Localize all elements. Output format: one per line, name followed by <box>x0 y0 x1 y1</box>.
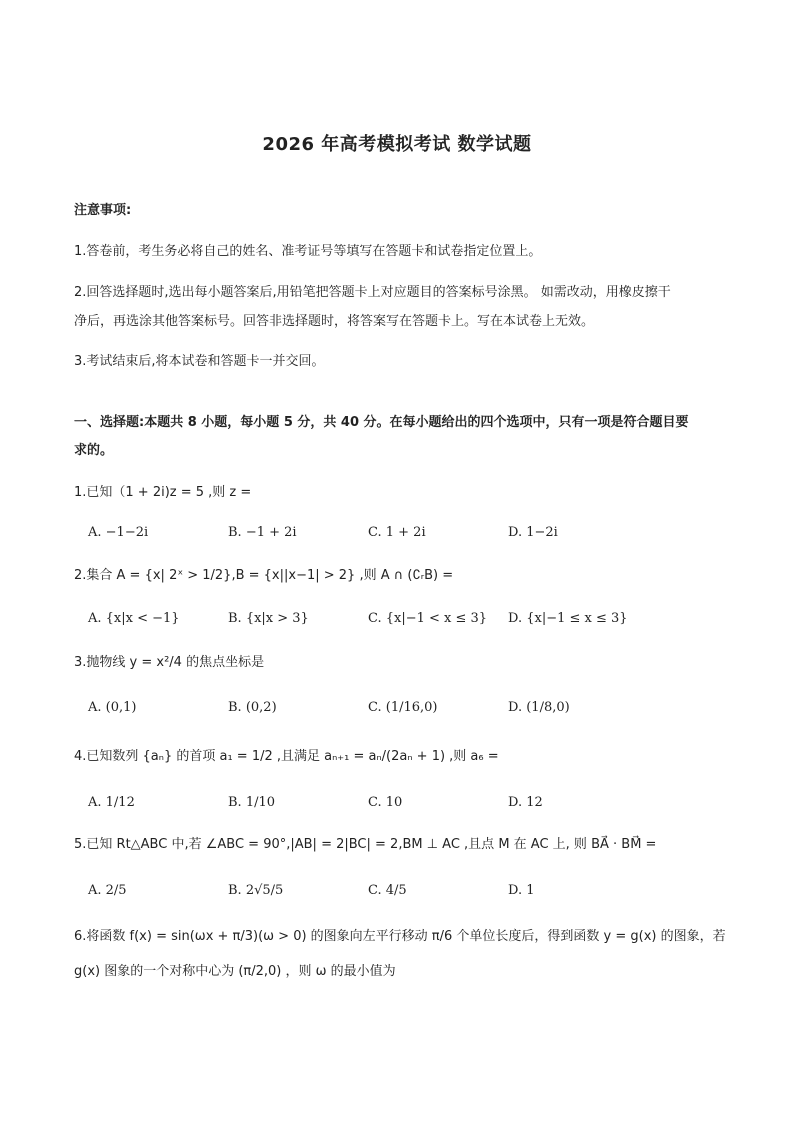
question-3-option-d: D. (1/8,0) <box>508 700 570 715</box>
page-title: 2026 年高考模拟考试 数学试题 <box>262 134 532 155</box>
question-4-option-d: D. 12 <box>508 795 543 810</box>
question-5-option-b: B. 2√5/5 <box>228 883 284 898</box>
question-1-option-b: B. −1 + 2i <box>228 525 297 540</box>
question-1-option-c: C. 1 + 2i <box>368 525 426 540</box>
question-3-stem: 3.抛物线 y = x²/4 的焦点坐标是 <box>74 655 265 670</box>
question-6-stem: 6.将函数 f(x) = sin(ωx + π/3)(ω > 0) 的图象向左平行移动 π/6 个单位长度后，得到函数 y = g(x) 的图象，若 <box>74 929 726 944</box>
notice-item-2: 2.回答选择题时,选出每小题答案后,用铅笔把答题卡上对应题目的答案标号涂黑。 如需改动，用橡皮擦干 <box>74 285 671 300</box>
question-5-option-a: A. 2/5 <box>88 883 127 898</box>
notice-item-3: 3.考试结束后,将本试卷和答题卡一并交回。 <box>74 354 325 369</box>
question-6-stem-cont: g(x) 图象的一个对称中心为 (π/2,0) ，则 ω 的最小值为 <box>74 964 396 979</box>
question-4-option-c: C. 10 <box>368 795 403 810</box>
notice-item-1: 1.答卷前，考生务必将自己的姓名、准考证号等填写在答题卡和试卷指定位置上。 <box>74 244 542 259</box>
question-5-option-c: C. 4/5 <box>368 883 407 898</box>
question-3-option-b: B. (0,2) <box>228 700 277 715</box>
question-4-option-a: A. 1/12 <box>88 795 135 810</box>
question-3-option-a: A. (0,1) <box>88 700 137 715</box>
question-1-option-d: D. 1−2i <box>508 525 558 540</box>
question-3-option-c: C. (1/16,0) <box>368 700 438 715</box>
section-heading: 一、选择题:本题共 8 小题，每小题 5 分，共 40 分。在每小题给出的四个选项中，只有一项是符合题目要 <box>74 415 689 430</box>
question-1-option-a: A. −1−2i <box>88 525 149 540</box>
question-2-option-a: A. {x|x < −1} <box>88 611 180 626</box>
question-1-stem: 1.已知（1 + 2i)z = 5 ,则 z = <box>74 485 252 500</box>
notice-item-2-cont: 净后，再选涂其他答案标号。回答非选择题时，将答案写在答题卡上。写在本试卷上无效。 <box>74 314 595 329</box>
question-2-option-d: D. {x|−1 ≤ x ≤ 3} <box>508 611 628 626</box>
question-4-option-b: B. 1/10 <box>228 795 276 810</box>
section-heading-cont: 求的。 <box>74 443 114 458</box>
question-4-stem: 4.已知数列 {aₙ} 的首项 a₁ = 1/2 ,且满足 aₙ₊₁ = aₙ/(2aₙ + 1) ,则 a₆ = <box>74 749 499 764</box>
question-5-stem: 5.已知 Rt△ABC 中,若 ∠ABC = 90°,|AB| = 2|BC| = 2,BM ⊥ AC ,且点 M 在 AC 上, 则 BA⃗ · BM⃗ = <box>74 837 657 852</box>
question-2-option-c: C. {x|−1 < x ≤ 3} <box>368 611 488 626</box>
notice-heading: 注意事项: <box>74 203 132 218</box>
question-5-option-d: D. 1 <box>508 883 535 898</box>
question-2-stem: 2.集合 A = {x| 2ˣ > 1/2},B = {x||x−1| > 2} ,则 A ∩ (∁ᵣB) = <box>74 568 454 583</box>
question-2-option-b: B. {x|x > 3} <box>228 611 309 626</box>
